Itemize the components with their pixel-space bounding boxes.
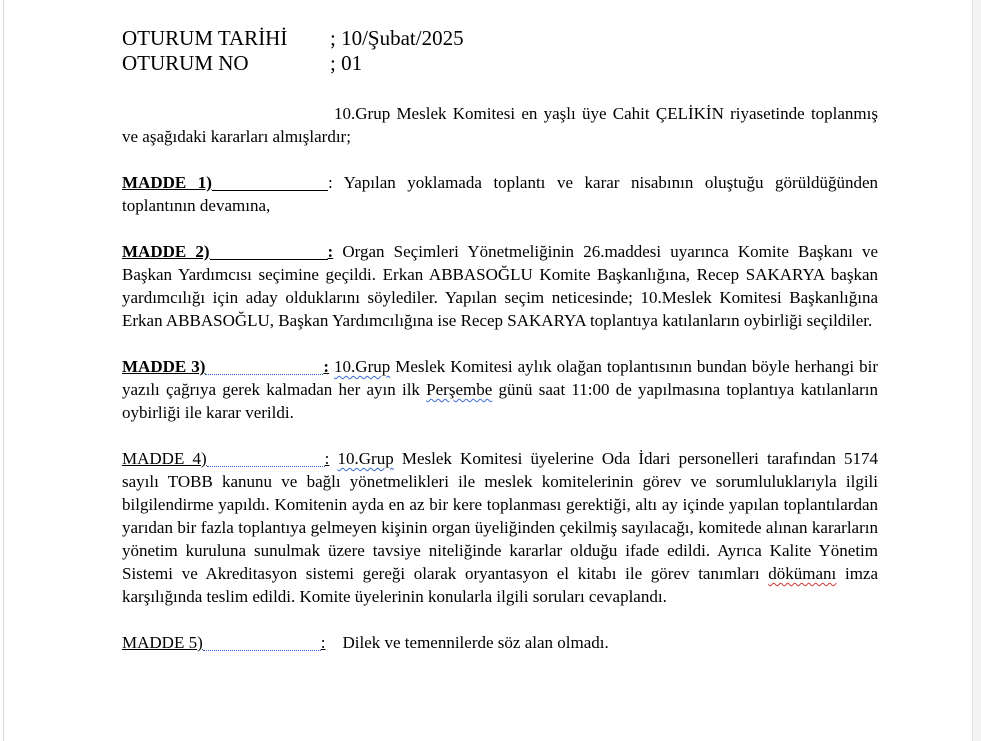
session-date-label: OTURUM TARİHİ xyxy=(122,26,288,50)
page-edge-left xyxy=(3,0,4,741)
madde-3-text-b: günü saat 11:00 de yapılmasına toplantıya katılanların oybirliği ile karar verildi. xyxy=(122,380,879,422)
madde-2-text: Organ Seçimleri Yönetmeliğinin 26.maddesi uyarınca Komite Başkanı ve Başkan Yardımcısı seçimine geçildi. Erkan ABBASOĞLU Komite Başkanlığına, Recep SAKARYA başkan yardımcılığı için aday olduklarını söylediler. Yapılan seçim neticesinde; 10.Meslek Komitesi Başkanlığına Erkan ABBASOĞLU, Başkan Yardımcılığına ise Recep SAKARYA toplantıya katılanların oybirliği seçildiler. xyxy=(122,242,878,330)
madde-1-colon: : xyxy=(327,173,333,192)
madde-4-colon: : xyxy=(324,449,330,468)
madde-4 xyxy=(122,447,878,608)
page-edge-right xyxy=(972,0,981,741)
intro-paragraph: 10.Grup Meslek Komitesi en yaşlı üye Cahit ÇELİKİN riyasetinde toplanmış ve aşağıdaki kararları almışlardır; xyxy=(122,104,878,146)
madde-4-gap xyxy=(207,449,325,467)
document-body xyxy=(122,26,878,654)
madde-1-label: MADDE 1) xyxy=(122,173,212,192)
madde-3-text-a: Meslek Komitesi aylık olağan toplantısının bundan böyle herhangi bir yazılı çağrıya gerek kalmadan her ayın ilk xyxy=(122,357,879,399)
madde-4-grup: 10.Grup xyxy=(337,449,394,468)
session-no-row xyxy=(122,51,878,76)
madde-2-gap xyxy=(210,242,328,260)
madde-5 xyxy=(122,631,878,654)
madde-5-gap xyxy=(203,633,321,651)
madde-3-gap xyxy=(205,357,323,375)
madde-2 xyxy=(122,240,878,332)
madde-1 xyxy=(122,171,878,217)
madde-5-colon: : xyxy=(320,633,326,652)
madde-3-grup: 10.Grup xyxy=(334,357,391,376)
madde-5-label: MADDE 5) xyxy=(122,633,203,652)
madde-4-label: MADDE 4) xyxy=(122,449,207,468)
session-date-row xyxy=(122,26,878,51)
madde-1-gap xyxy=(212,173,328,191)
madde-3-label: MADDE 3) xyxy=(122,357,206,376)
madde-4-text-a: Meslek Komitesi üyelerine Oda İdari personelleri tarafından 5174 sayılı TOBB kanunu ve bağlı yönetmelikleri ile meslek komitelerinin görev ve sorumluluklarıyla ilgili bilgilendirme yapıldı. Komitenin ayda en az bir kere toplanması gerektiği, altı ay içinde yapılan toplantılardan yarıdan bir fazla toplantıya gelmeyen kişinin organ üyeliğinden çekilmiş sayılacağı, komitede alınan kararların yönetim kuruluna sunulmak üzere tavsiye niteliğinde kararlar olduğu ifade edildi. Ayrıca Kalite Yönetim Sistemi ve Akreditasyon sistemi gereği olarak oryantasyon el kitabı ile görev tanımları xyxy=(122,449,879,583)
session-date-value: ; 10/Şubat/2025 xyxy=(330,26,464,50)
session-no-value: ; 01 xyxy=(330,51,363,75)
madde-2-colon: : xyxy=(327,242,334,261)
madde-3 xyxy=(122,355,878,424)
madde-3-colon: : xyxy=(323,357,330,376)
madde-5-text: Dilek ve temennilerde söz alan olmadı. xyxy=(342,633,609,652)
madde-3-day: Perşembe xyxy=(426,380,493,399)
madde-1-text: Yapılan yoklamada toplantı ve karar nisabının oluştuğu görüldüğünden toplantının devamına, xyxy=(122,173,878,215)
madde-4-word: dökümanı xyxy=(768,564,837,583)
session-no-label: OTURUM NO xyxy=(122,51,249,75)
madde-2-label: MADDE 2) xyxy=(122,242,210,261)
madde-4-text-b: imza karşılığında teslim edildi. Komite üyelerinin konularla ilgili soruları cevaplandı. xyxy=(122,564,879,606)
